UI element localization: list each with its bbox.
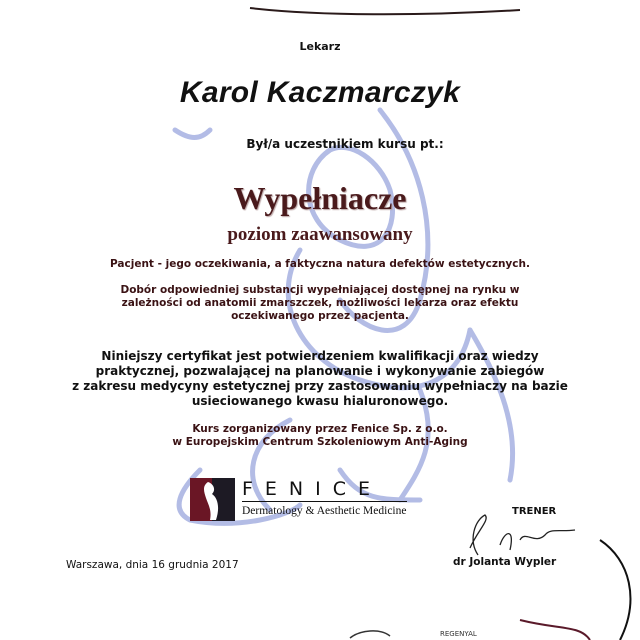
course-title: Wypełniacze — [233, 180, 407, 216]
logo-figure-icon — [190, 478, 235, 521]
logo-tagline: Dermatology & Aesthetic Medicine — [242, 505, 407, 517]
participant-name: Karol Kaczmarczyk — [179, 76, 461, 109]
logo-divider — [242, 501, 407, 502]
logo-brand: FENICE — [242, 478, 383, 500]
statement-line: z zakresu medycyny estetycznej przy zastosowaniu wypełniaczy na bazie — [72, 379, 568, 393]
organizer-line: Kurs zorganizowany przez Fenice Sp. z o.o. — [192, 423, 448, 435]
course-level: poziom zaawansowany — [227, 224, 413, 245]
fenice-logo — [190, 478, 410, 528]
participant-line: Był/a uczestnikiem kursu pt.: — [246, 137, 444, 151]
topic-2-line: Dobór odpowiedniej substancji wypełniającej dostępnej na rynku w — [120, 284, 520, 296]
organizer-line: w Europejskim Centrum Szkoleniowym Anti-Aging — [172, 436, 468, 448]
statement-line: praktycznej, pozwalającej na planowanie i wykonywanie zabiegów — [95, 364, 545, 378]
topic-2 — [0, 284, 640, 323]
trainer-name: dr Jolanta Wypler — [453, 556, 557, 568]
topic-2-line: oczekiwanego przez pacjenta. — [231, 310, 409, 322]
topic-1: Pacjent - jego oczekiwania, a faktyczna natura defektów estetycznych. — [110, 258, 530, 270]
statement-line: usieciowanego kwasu hialuronowego. — [191, 394, 449, 408]
statement — [0, 349, 640, 409]
topic-2-line: zależności od anatomii zmarszczek, możliwości lekarza oraz efektu — [121, 297, 519, 309]
signature — [470, 515, 575, 555]
stamp-text: REGENYAL — [440, 630, 477, 638]
role-label: Lekarz — [299, 40, 341, 53]
organizer — [0, 423, 640, 449]
statement-line: Niniejszy certyfikat jest potwierdzeniem kwalifikacji oraz wiedzy — [101, 349, 539, 363]
place-date: Warszawa, dnia 16 grudnia 2017 — [66, 559, 239, 571]
trainer-label: TRENER — [512, 506, 557, 517]
